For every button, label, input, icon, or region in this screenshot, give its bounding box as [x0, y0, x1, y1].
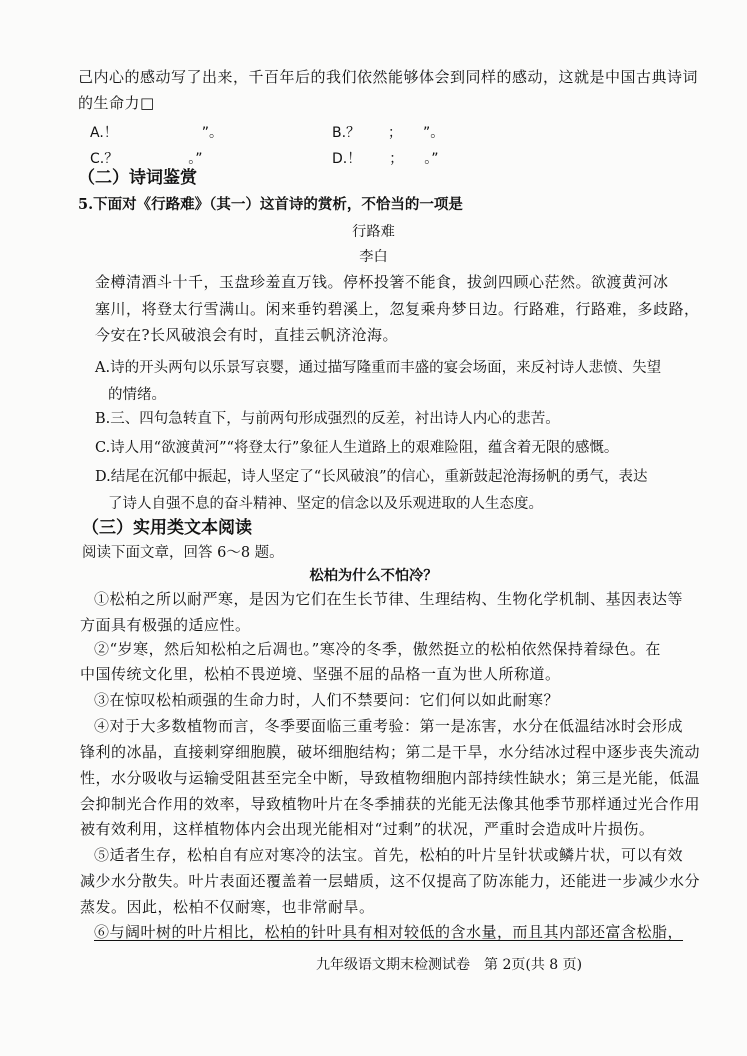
q4-option-b: B.？ ； ”。 [332, 125, 445, 141]
article-line: 性，水分吸收与运输受阻甚至完全中断，导致植物细胞内部持续性缺水；第三是光能，低温 [80, 769, 701, 787]
article-line: ⑤适者生存，松柏自有应对寒冷的法宝。首先，松柏的叶片呈针状或鳞片状，可以有效 [94, 846, 684, 864]
poem-title: 行路难 [352, 224, 395, 240]
q5-option-d: D.结尾在沉郁中振起，诗人坚定了“长风破浪”的信心，重新鼓起沧海扬帆的勇气，表达 [95, 469, 648, 485]
page-footer: 九年级语文期末检测试卷 第 2页(共 8 页) [316, 957, 583, 973]
article-line: ①松柏之所以耐严寒，是因为它们在生长节律、生理结构、生物化学机制、基因表达等 [94, 590, 684, 608]
q4-option-c: C.？ 。” [90, 151, 203, 167]
q5-option-b: B.三、四句急转直下，与前两句形成强烈的反差，衬出诗人内心的悲苦。 [95, 411, 560, 427]
article-line: ④对于大多数植物而言，冬季要面临三重考验：第一是冻害，水分在低温结冰时会形成 [94, 717, 684, 735]
article-line: 会抑制光合作用的效率，导致植物叶片在冬季捕获的光能无法像其他季节那样通过光合作用 [80, 795, 701, 813]
q4-option-d: D.！ ； 。” [332, 151, 439, 167]
q5-option-a-cont: 的情绪。 [108, 387, 166, 403]
intro-line-1: 己内心的感动写了出来，千百年后的我们依然能够体会到同样的感动，这就是中国古典诗词 [78, 68, 699, 86]
q5-option-c: C.诗人用“欲渡黄河”“将登太行”象征人生道路上的艰难险阻，蕴含着无限的感慨。 [95, 440, 619, 456]
section-heading-poetry: （二）诗词鉴赏 [78, 168, 197, 188]
article-line: 锋利的冰晶，直接刺穿细胞膜，破坏细胞结构；第二是干旱，水分结冰过程中逐步丧失流动 [80, 743, 701, 761]
question-5: 5.下面对《行路难》（其一）这首诗的赏析，不恰当的一项是 [78, 196, 463, 213]
reading-instruction: 阅读下面文章，回答 6～8 题。 [82, 545, 284, 561]
article-line-underlined: ⑥与阔叶树的叶片相比，松柏的针叶具有相对较低的含水量，而且其内部还富含松脂， [94, 923, 684, 941]
q4-option-a: A.！ ”。 [90, 125, 224, 141]
section-heading-practical: （三）实用类文本阅读 [82, 518, 252, 538]
poem-line: 今安在?长风破浪会有时，直挂云帆济沧海。 [95, 326, 399, 344]
article-line: ②“岁寒，然后知松柏之后凋也。”寒冷的冬季，傲然挺立的松柏依然保持着绿色。在 [94, 640, 661, 658]
q5-option-a: A.诗的开头两句以乐景写哀婴，通过描写隆重而丰盛的宴会场面，来反衬诗人悲愤、失望 [95, 360, 662, 376]
q5-option-d-cont: 了诗人自强不息的奋斗精神、坚定的信念以及乐观进取的人生态度。 [108, 496, 543, 512]
poem-line: 塞川，将登太行雪满山。闲来垂钓碧溪上，忽复乘舟梦日边。行路难，行路难，多歧路， [95, 300, 700, 318]
article-line: 减少水分散失。叶片表面还覆盖着一层蜡质，这不仅提高了防冻能力，还能进一步减少水分 [80, 872, 701, 890]
poem-line: 金樽清酒斗十千，玉盘珍羞直万钱。停杯投箸不能食，拔剑四顾心茫然。欲渡黄河冰 [95, 273, 669, 291]
article-title: 松柏为什么不怕冷？ [309, 568, 438, 584]
article-line: ③在惊叹松柏顽强的生命力时，人们不禁要问：它们何以如此耐寒？ [94, 691, 560, 709]
poem-author: 李白 [359, 249, 388, 265]
article-line: 蒸发。因此，松柏不仅耐寒，也非常耐旱。 [80, 898, 375, 916]
intro-line-2: 的生命力□ [78, 94, 155, 112]
article-line: 中国传统文化里，松柏不畏逆境、坚强不屈的品格一直为世人所称道。 [80, 665, 561, 683]
article-line: 方面具有极强的适应性。 [80, 616, 251, 634]
article-line: 被有效利用，这样植物体内会出现光能相对“过剩”的状况，严重时会造成叶片损伤。 [80, 820, 655, 838]
